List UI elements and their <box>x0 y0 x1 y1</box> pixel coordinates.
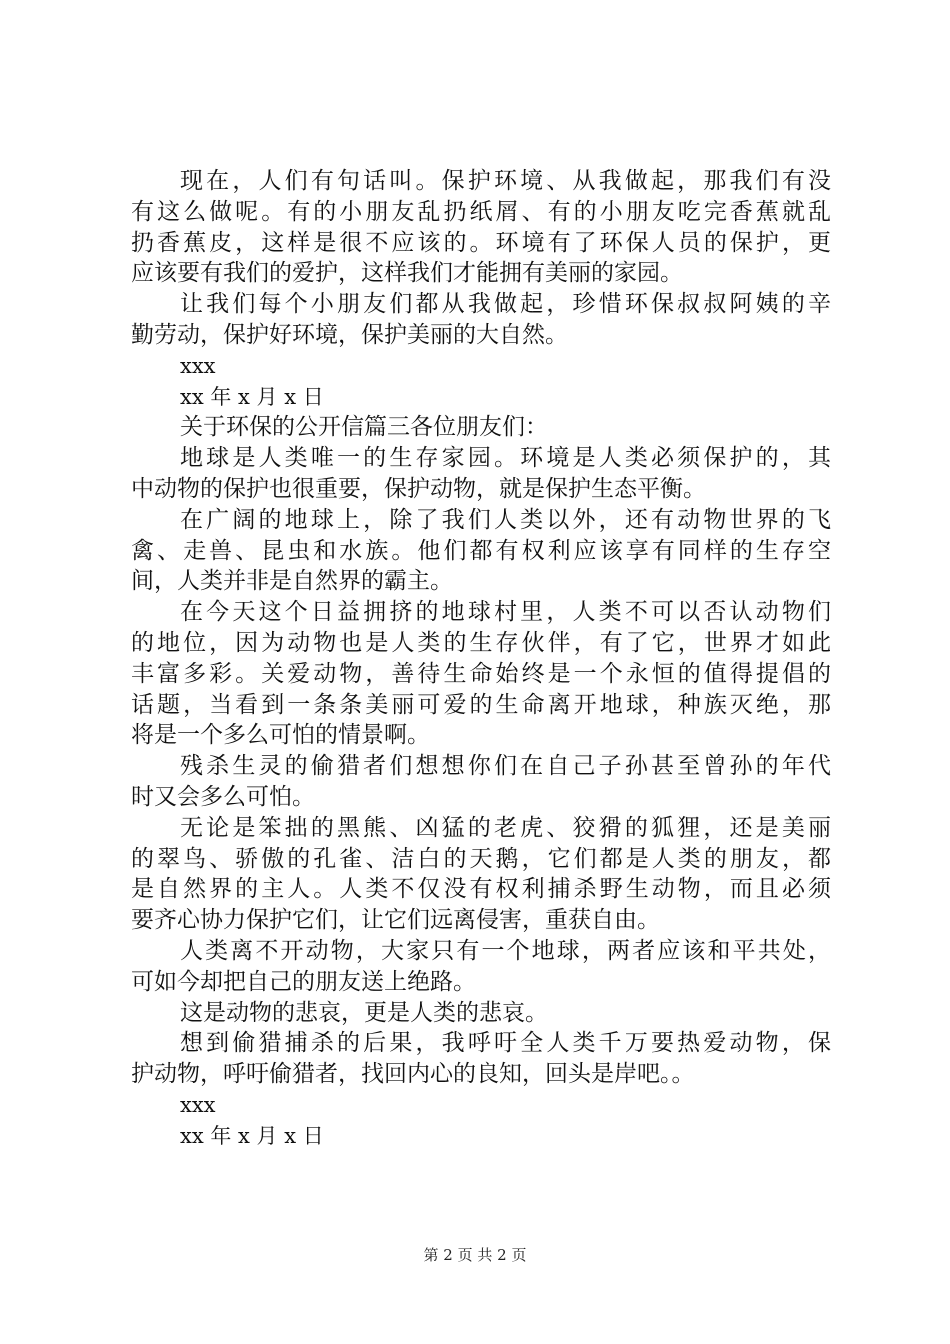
text-line: 关于环保的公开信篇三各位朋友们： <box>180 414 548 441</box>
text-line: 要齐心协力保护它们，让它们远离侵害，重获自由。 <box>131 907 660 934</box>
text-line: 人类离不开动物，大家只有一个地球，两者应该和平共处， <box>180 937 831 964</box>
text-line: 的翠鸟、骄傲的孔雀、洁白的天鹅，它们都是人类的朋友，都 <box>131 845 831 872</box>
document-body <box>131 166 831 1152</box>
signature-line: xxx <box>180 353 216 378</box>
text-line: 现在，人们有句话叫。保护环境、从我做起，那我们有没 <box>180 168 831 194</box>
signature-line: xx 年 x 月 x 日 <box>180 384 324 409</box>
text-line: 有这么做呢。有的小朋友乱扔纸屑、有的小朋友吃完香蕉就乱 <box>131 198 831 225</box>
signature-line: xx 年 x 月 x 日 <box>180 1123 324 1148</box>
text-line: 无论是笨拙的黑熊、凶猛的老虎、狡猾的狐狸，还是美丽 <box>180 814 831 841</box>
text-line: 中动物的保护也很重要，保护动物，就是保护生态平衡。 <box>131 475 706 502</box>
text-line: 勤劳动，保护好环境，保护美丽的大自然。 <box>131 321 568 348</box>
page-footer: 第 2 页 共 2 页 <box>423 1246 527 1264</box>
text-line: 扔香蕉皮，这样是很不应该的。环境有了环保人员的保护，更 <box>131 229 831 256</box>
text-line: 在今天这个日益拥挤的地球村里，人类不可以否认动物们 <box>180 599 831 626</box>
text-line: 丰富多彩。关爱动物，善待生命始终是一个永恒的值得提倡的 <box>131 660 831 687</box>
text-line: 时又会多么可怕。 <box>131 783 315 810</box>
signature-line: xxx <box>180 1092 216 1117</box>
text-line: 话题，当看到一条条美丽可爱的生命离开地球，种族灭绝，那 <box>131 691 831 718</box>
text-line: 在广阔的地球上，除了我们人类以外，还有动物世界的飞 <box>180 506 831 533</box>
text-line: 让我们每个小朋友们都从我做起，珍惜环保叔叔阿姨的辛 <box>180 291 831 318</box>
text-line: 地球是人类唯一的生存家园。环境是人类必须保护的，其 <box>180 445 831 472</box>
text-line: 将是一个多么可怕的情景啊。 <box>131 722 430 749</box>
text-line: 残杀生灵的偷猎者们想想你们在自己子孙甚至曾孙的年代 <box>180 753 831 780</box>
text-line: 禽、走兽、昆虫和水族。他们都有权利应该享有同样的生存空 <box>131 537 831 564</box>
text-line: 的地位，因为动物也是人类的生存伙伴，有了它，世界才如此 <box>131 629 831 656</box>
text-line: 是自然界的主人。人类不仅没有权利捕杀野生动物，而且必须 <box>131 876 831 903</box>
text-line: 间，人类并非是自然界的霸主。 <box>131 568 453 595</box>
text-line: 想到偷猎捕杀的后果，我呼吁全人类千万要热爱动物，保 <box>180 1030 831 1057</box>
text-line: 应该要有我们的爱护，这样我们才能拥有美丽的家园。 <box>131 260 683 287</box>
text-line: 这是动物的悲哀，更是人类的悲哀。 <box>180 999 548 1026</box>
text-line: 护动物，呼吁偷猎者，找回内心的良知，回头是岸吧。。 <box>131 1061 695 1088</box>
text-line: 可如今却把自己的朋友送上绝路。 <box>131 968 476 995</box>
